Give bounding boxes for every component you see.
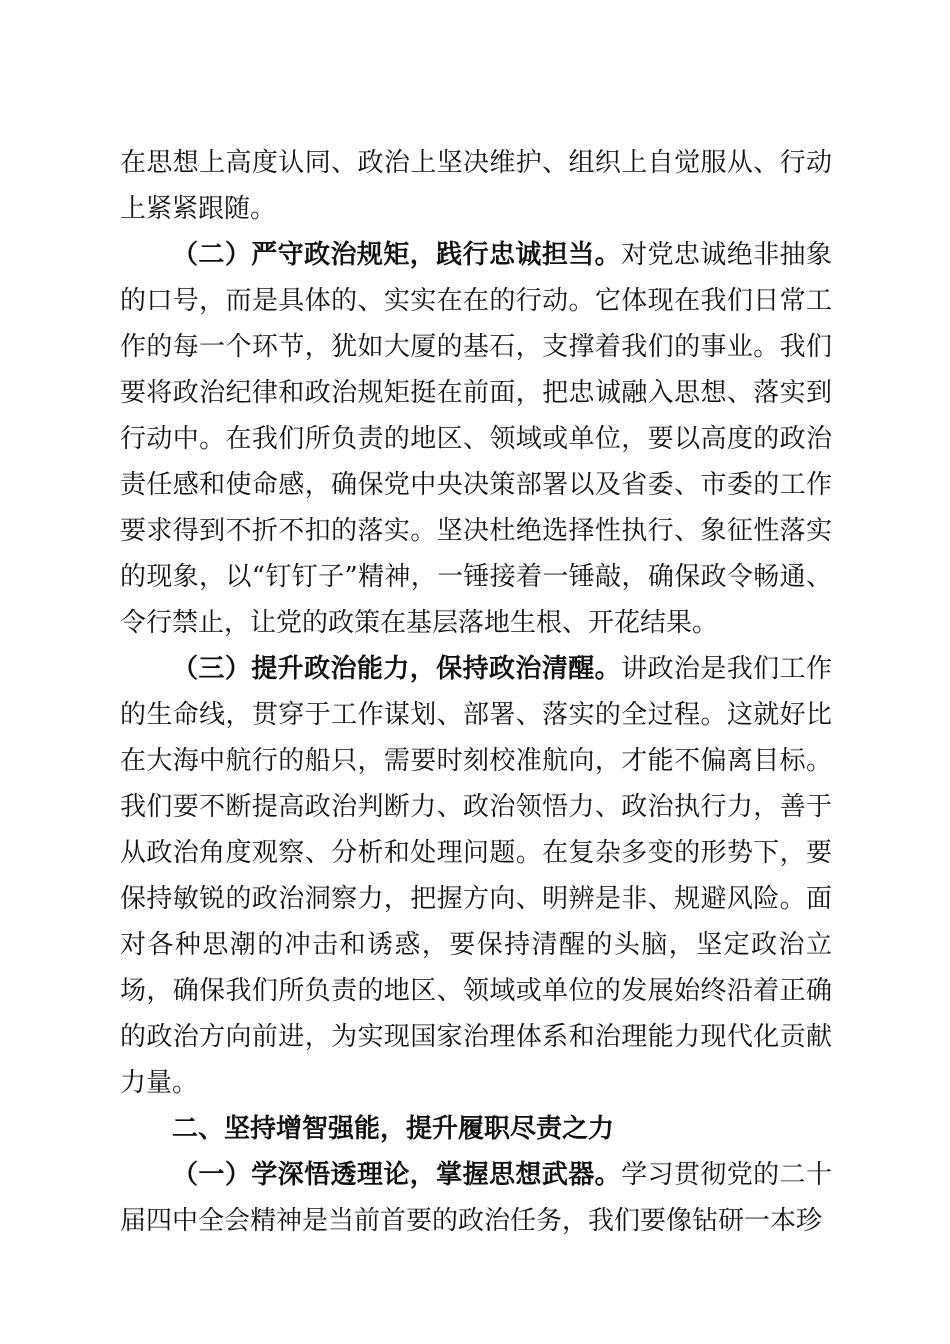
paragraph-text: 讲政治是我们工作的生命线，贯穿于工作谋划、部署、落实的全过程。这就好比在大海中航行的船只，需要时刻校准航向，才能不偏离目标。我们要不断提高政治判断力、政治领悟力、政治执行力，善于从政治角度观察、分析和处理问题。在复杂多变的形势下，要保持敏锐的政治洞察力，把握方向、明辨是非、规避风险。面对各种思潮的冲击和诱惑，要保持清醒的头脑，坚定政治立场，确保我们所负责的地区、领域或单位的发展始终沿着正确的政治方向前进，为实现国家治理体系和治理能力现代化贡献力量。 <box>120 654 832 1098</box>
paragraph-text: 对党忠诚绝非抽象的口号，而是具体的、实实在在的行动。它体现在我们日常工作的每一个环节，犹如大厦的基石，支撑着我们的事业。我们要将政治纪律和政治规矩挺在前面，把忠诚融入思想、落实到行动中。在我们所负责的地区、领域或单位，要以高度的政治责任感和使命感，确保党中央决策部署以及省委、市委的工作要求得到不折不扣的落实。坚决杜绝选择性执行、象征性落实的现象，以“钉钉子”精神，一锤接着一锤敲，确保政令畅通、令行禁止，让党的政策在基层落地生根、开花结果。 <box>120 240 832 638</box>
document-body <box>120 140 832 1244</box>
section-heading: 二、坚持增智强能，提升履职尽责之力 <box>172 1114 615 1144</box>
paragraph-political-rules <box>120 232 832 646</box>
paragraph-theory-study <box>120 1152 832 1244</box>
paragraph-lead: （一）学深悟透理论，掌握思想武器。 <box>172 1160 622 1190</box>
paragraph-lead: （三）提升政治能力，保持政治清醒。 <box>172 654 622 684</box>
paragraph-lead: （二）严守政治规矩，践行忠诚担当。 <box>172 240 622 270</box>
paragraph-continuation <box>120 140 832 232</box>
paragraph-political-ability <box>120 646 832 1106</box>
paragraph-text: 学习贯彻党的二十届四中全会精神是当前首要的政治任务，我们要像钻研一本珍 <box>120 1160 832 1236</box>
paragraph-text: 在思想上高度认同、政治上坚决维护、组织上自觉服从、行动上紧紧跟随。 <box>120 148 832 224</box>
